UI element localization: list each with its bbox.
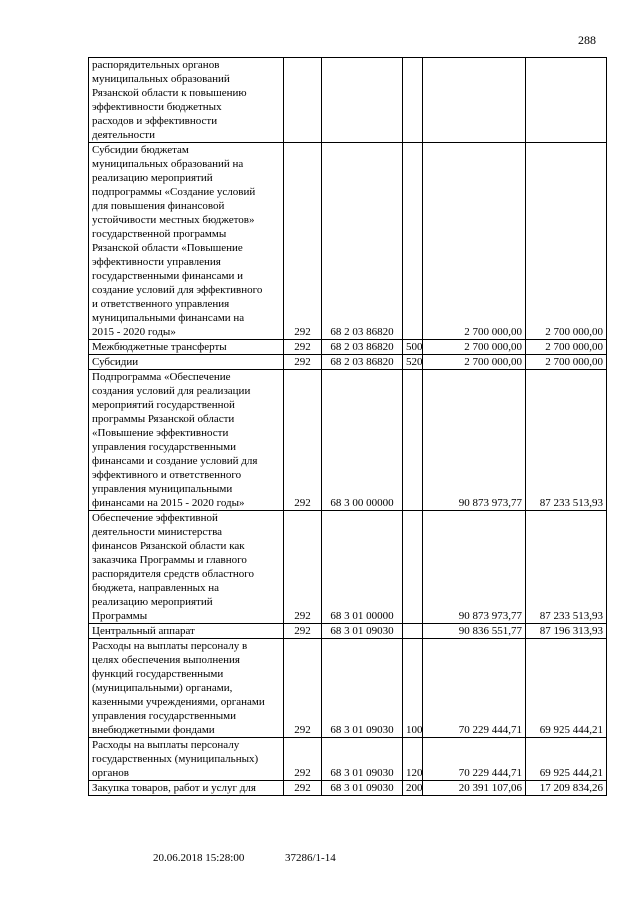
table-row <box>89 355 607 370</box>
row-gr-cell: 292 <box>284 340 322 355</box>
row-gr-cell: 292 <box>284 143 322 340</box>
row-amount-2018-cell: 70 229 444,71 <box>423 639 526 738</box>
row-vr-cell: 100 <box>403 639 423 738</box>
footer-timestamp: 20.06.2018 15:28:00 <box>153 852 245 864</box>
row-cs-cell: 68 2 03 86820 <box>322 340 403 355</box>
row-vr-cell: 120 <box>403 738 423 781</box>
row-name-cell: Расходы на выплаты персоналу в целях обеспечения выполнения функций государственными (муниципальными) органами, казенными учреждениями, органами управления государственными внебюджетными фондами <box>89 639 284 738</box>
row-gr-cell: 292 <box>284 624 322 639</box>
row-cs-cell: 68 3 01 09030 <box>322 738 403 781</box>
table-row <box>89 781 607 796</box>
row-name-cell: Центральный аппарат <box>89 624 284 639</box>
row-name-cell: Субсидии <box>89 355 284 370</box>
row-amount-2018-cell: 70 229 444,71 <box>423 738 526 781</box>
table-row <box>89 511 607 624</box>
row-cs-cell: 68 3 01 09030 <box>322 781 403 796</box>
row-amount-2018-cell: 90 873 973,77 <box>423 370 526 511</box>
row-gr-cell: 292 <box>284 639 322 738</box>
table-row <box>89 738 607 781</box>
table-row <box>89 624 607 639</box>
row-vr-cell <box>403 58 423 143</box>
row-cs-cell: 68 3 01 00000 <box>322 511 403 624</box>
row-vr-cell <box>403 624 423 639</box>
row-amount-2019-cell: 2 700 000,00 <box>526 143 607 340</box>
row-amount-2018-cell: 2 700 000,00 <box>423 143 526 340</box>
row-name-cell: Субсидии бюджетам муниципальных образований на реализацию мероприятий подпрограммы «Создание условий для повышения финансовой устойчивости местных бюджетов» государственной программы Рязанской области «Повышение эффективности управления государственными финансами и создание условий для эффективного и ответственного управления муниципальными финансами на 2015 - 2020 годы» <box>89 143 284 340</box>
table-row <box>89 639 607 738</box>
row-amount-2019-cell: 17 209 834,26 <box>526 781 607 796</box>
row-gr-cell: 292 <box>284 511 322 624</box>
row-vr-cell <box>403 511 423 624</box>
row-name-cell: Межбюджетные трансферты <box>89 340 284 355</box>
row-name-cell: Подпрограмма «Обеспечение создания условий для реализации мероприятий государственной программы Рязанской области «Повышение эффективности управления государственными финансами и создание условий для эффективного и ответственного управления муниципальными финансами на 2015 - 2020 годы» <box>89 370 284 511</box>
table-row <box>89 370 607 511</box>
footer-doc-id: 37286/1-14 <box>285 852 336 864</box>
table-row <box>89 58 607 143</box>
row-vr-cell: 520 <box>403 355 423 370</box>
row-name-cell: Закупка товаров, работ и услуг для <box>89 781 284 796</box>
row-vr-cell: 200 <box>403 781 423 796</box>
row-amount-2019-cell <box>526 58 607 143</box>
row-gr-cell: 292 <box>284 738 322 781</box>
row-cs-cell: 68 2 03 86820 <box>322 355 403 370</box>
row-gr-cell <box>284 58 322 143</box>
row-amount-2019-cell: 87 196 313,93 <box>526 624 607 639</box>
row-vr-cell <box>403 370 423 511</box>
row-amount-2019-cell: 69 925 444,21 <box>526 738 607 781</box>
row-amount-2019-cell: 87 233 513,93 <box>526 370 607 511</box>
row-amount-2018-cell: 90 873 973,77 <box>423 511 526 624</box>
row-amount-2019-cell: 2 700 000,00 <box>526 355 607 370</box>
row-amount-2018-cell <box>423 58 526 143</box>
row-amount-2019-cell: 87 233 513,93 <box>526 511 607 624</box>
row-amount-2019-cell: 69 925 444,21 <box>526 639 607 738</box>
row-cs-cell <box>322 58 403 143</box>
budget-table <box>88 57 607 796</box>
row-gr-cell: 292 <box>284 781 322 796</box>
row-amount-2018-cell: 90 836 551,77 <box>423 624 526 639</box>
row-cs-cell: 68 3 01 09030 <box>322 624 403 639</box>
table-row <box>89 340 607 355</box>
row-gr-cell: 292 <box>284 355 322 370</box>
row-vr-cell: 500 <box>403 340 423 355</box>
row-gr-cell: 292 <box>284 370 322 511</box>
row-name-cell: распорядительных органов муниципальных образований Рязанской области к повышению эффективности бюджетных расходов и эффективности деятельности <box>89 58 284 143</box>
row-amount-2018-cell: 2 700 000,00 <box>423 355 526 370</box>
row-name-cell: Обеспечение эффективной деятельности министерства финансов Рязанской области как заказчика Программы и главного распорядителя средств областного бюджета, направленных на реализацию мероприятий Программы <box>89 511 284 624</box>
table-row <box>89 143 607 340</box>
row-cs-cell: 68 3 00 00000 <box>322 370 403 511</box>
page-number: 288 <box>578 33 596 47</box>
row-amount-2018-cell: 2 700 000,00 <box>423 340 526 355</box>
row-amount-2019-cell: 2 700 000,00 <box>526 340 607 355</box>
row-cs-cell: 68 3 01 09030 <box>322 639 403 738</box>
row-name-cell: Расходы на выплаты персоналу государственных (муниципальных) органов <box>89 738 284 781</box>
row-amount-2018-cell: 20 391 107,06 <box>423 781 526 796</box>
row-vr-cell <box>403 143 423 340</box>
row-cs-cell: 68 2 03 86820 <box>322 143 403 340</box>
